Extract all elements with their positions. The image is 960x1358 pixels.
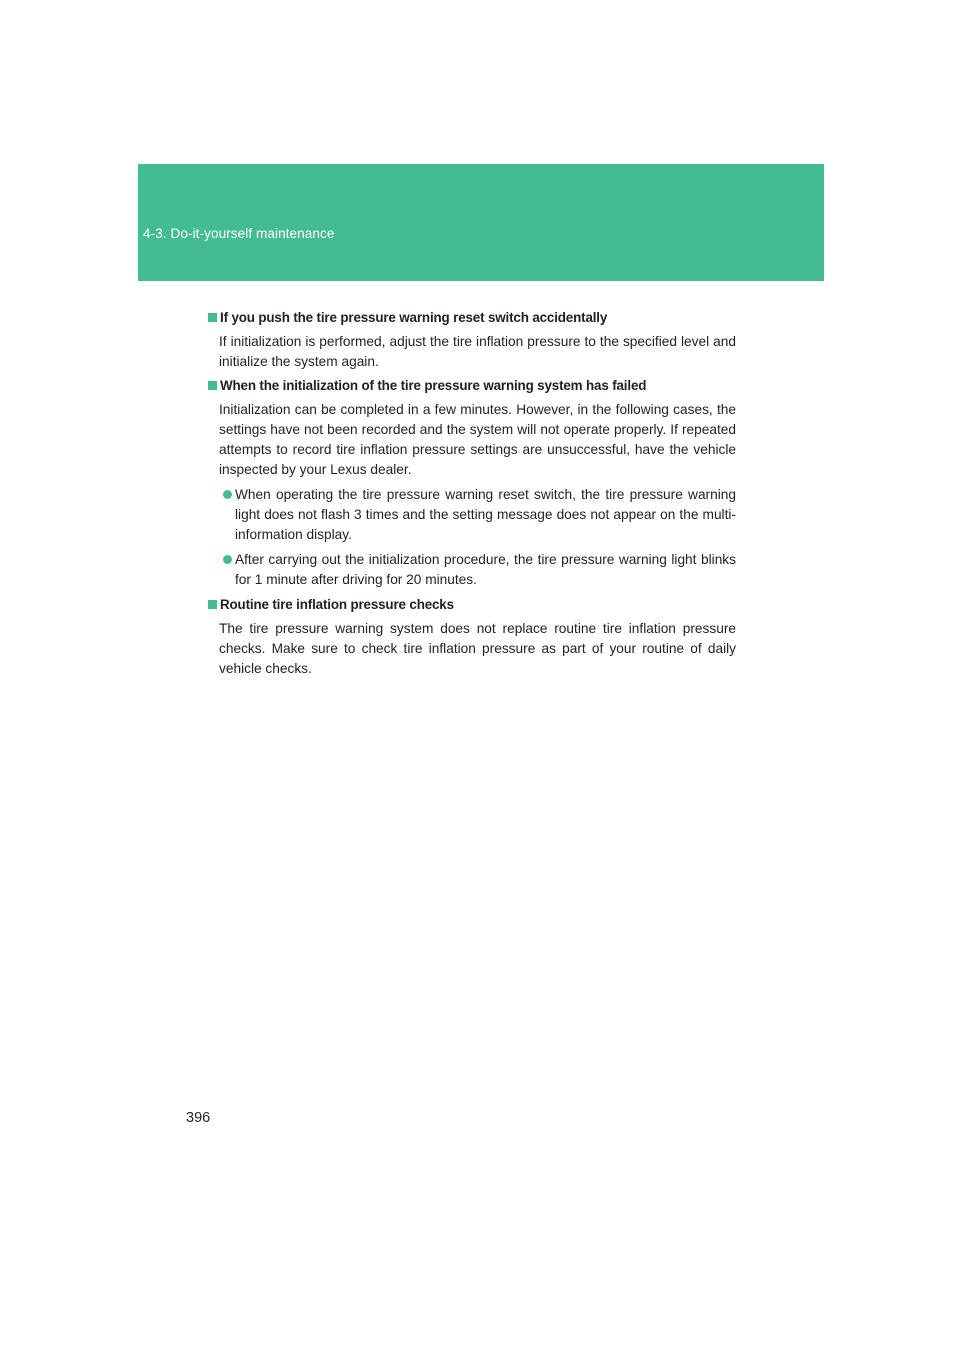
square-bullet-icon [208,381,217,390]
section-heading [208,376,736,396]
list-item [223,485,736,545]
heading-text: If you push the tire pressure warning reset switch accidentally [220,310,608,325]
paragraph: Initialization can be completed in a few minutes. However, in the following cases, the settings have not been recorded and the system will not operate properly. If repeated attempts to record tire inflation pressure settings are unsuccessful, have the vehicle inspected by your Lexus dealer. [219,402,736,477]
page-number: 396 [186,1110,211,1126]
circle-bullet-icon [223,490,232,499]
list-item [223,550,736,590]
section-title: 4-3. Do-it-yourself maintenance [143,226,335,241]
section-heading [208,308,736,328]
paragraph: If initialization is performed, adjust the tire inflation pressure to the specified level and initialize the system again. [219,334,736,369]
header-band [138,164,824,281]
heading-text: Routine tire inflation pressure checks [220,597,454,612]
square-bullet-icon [208,313,217,322]
square-bullet-icon [208,600,217,609]
circle-bullet-icon [223,555,232,564]
list-item-text: When operating the tire pressure warning reset switch, the tire pressure warning light does not flash 3 times and the setting message does not appear on the multi-information display. [235,487,736,542]
heading-text: When the initialization of the tire pressure warning system has failed [220,378,647,393]
page-content [208,308,736,683]
paragraph: The tire pressure warning system does not replace routine tire inflation pressure checks. Make sure to check tire inflation pressure as part of your routine of daily vehicle checks. [219,621,736,676]
section-heading [208,595,736,615]
list-item-text: After carrying out the initialization procedure, the tire pressure warning light blinks for 1 minute after driving for 20 minutes. [235,552,736,587]
